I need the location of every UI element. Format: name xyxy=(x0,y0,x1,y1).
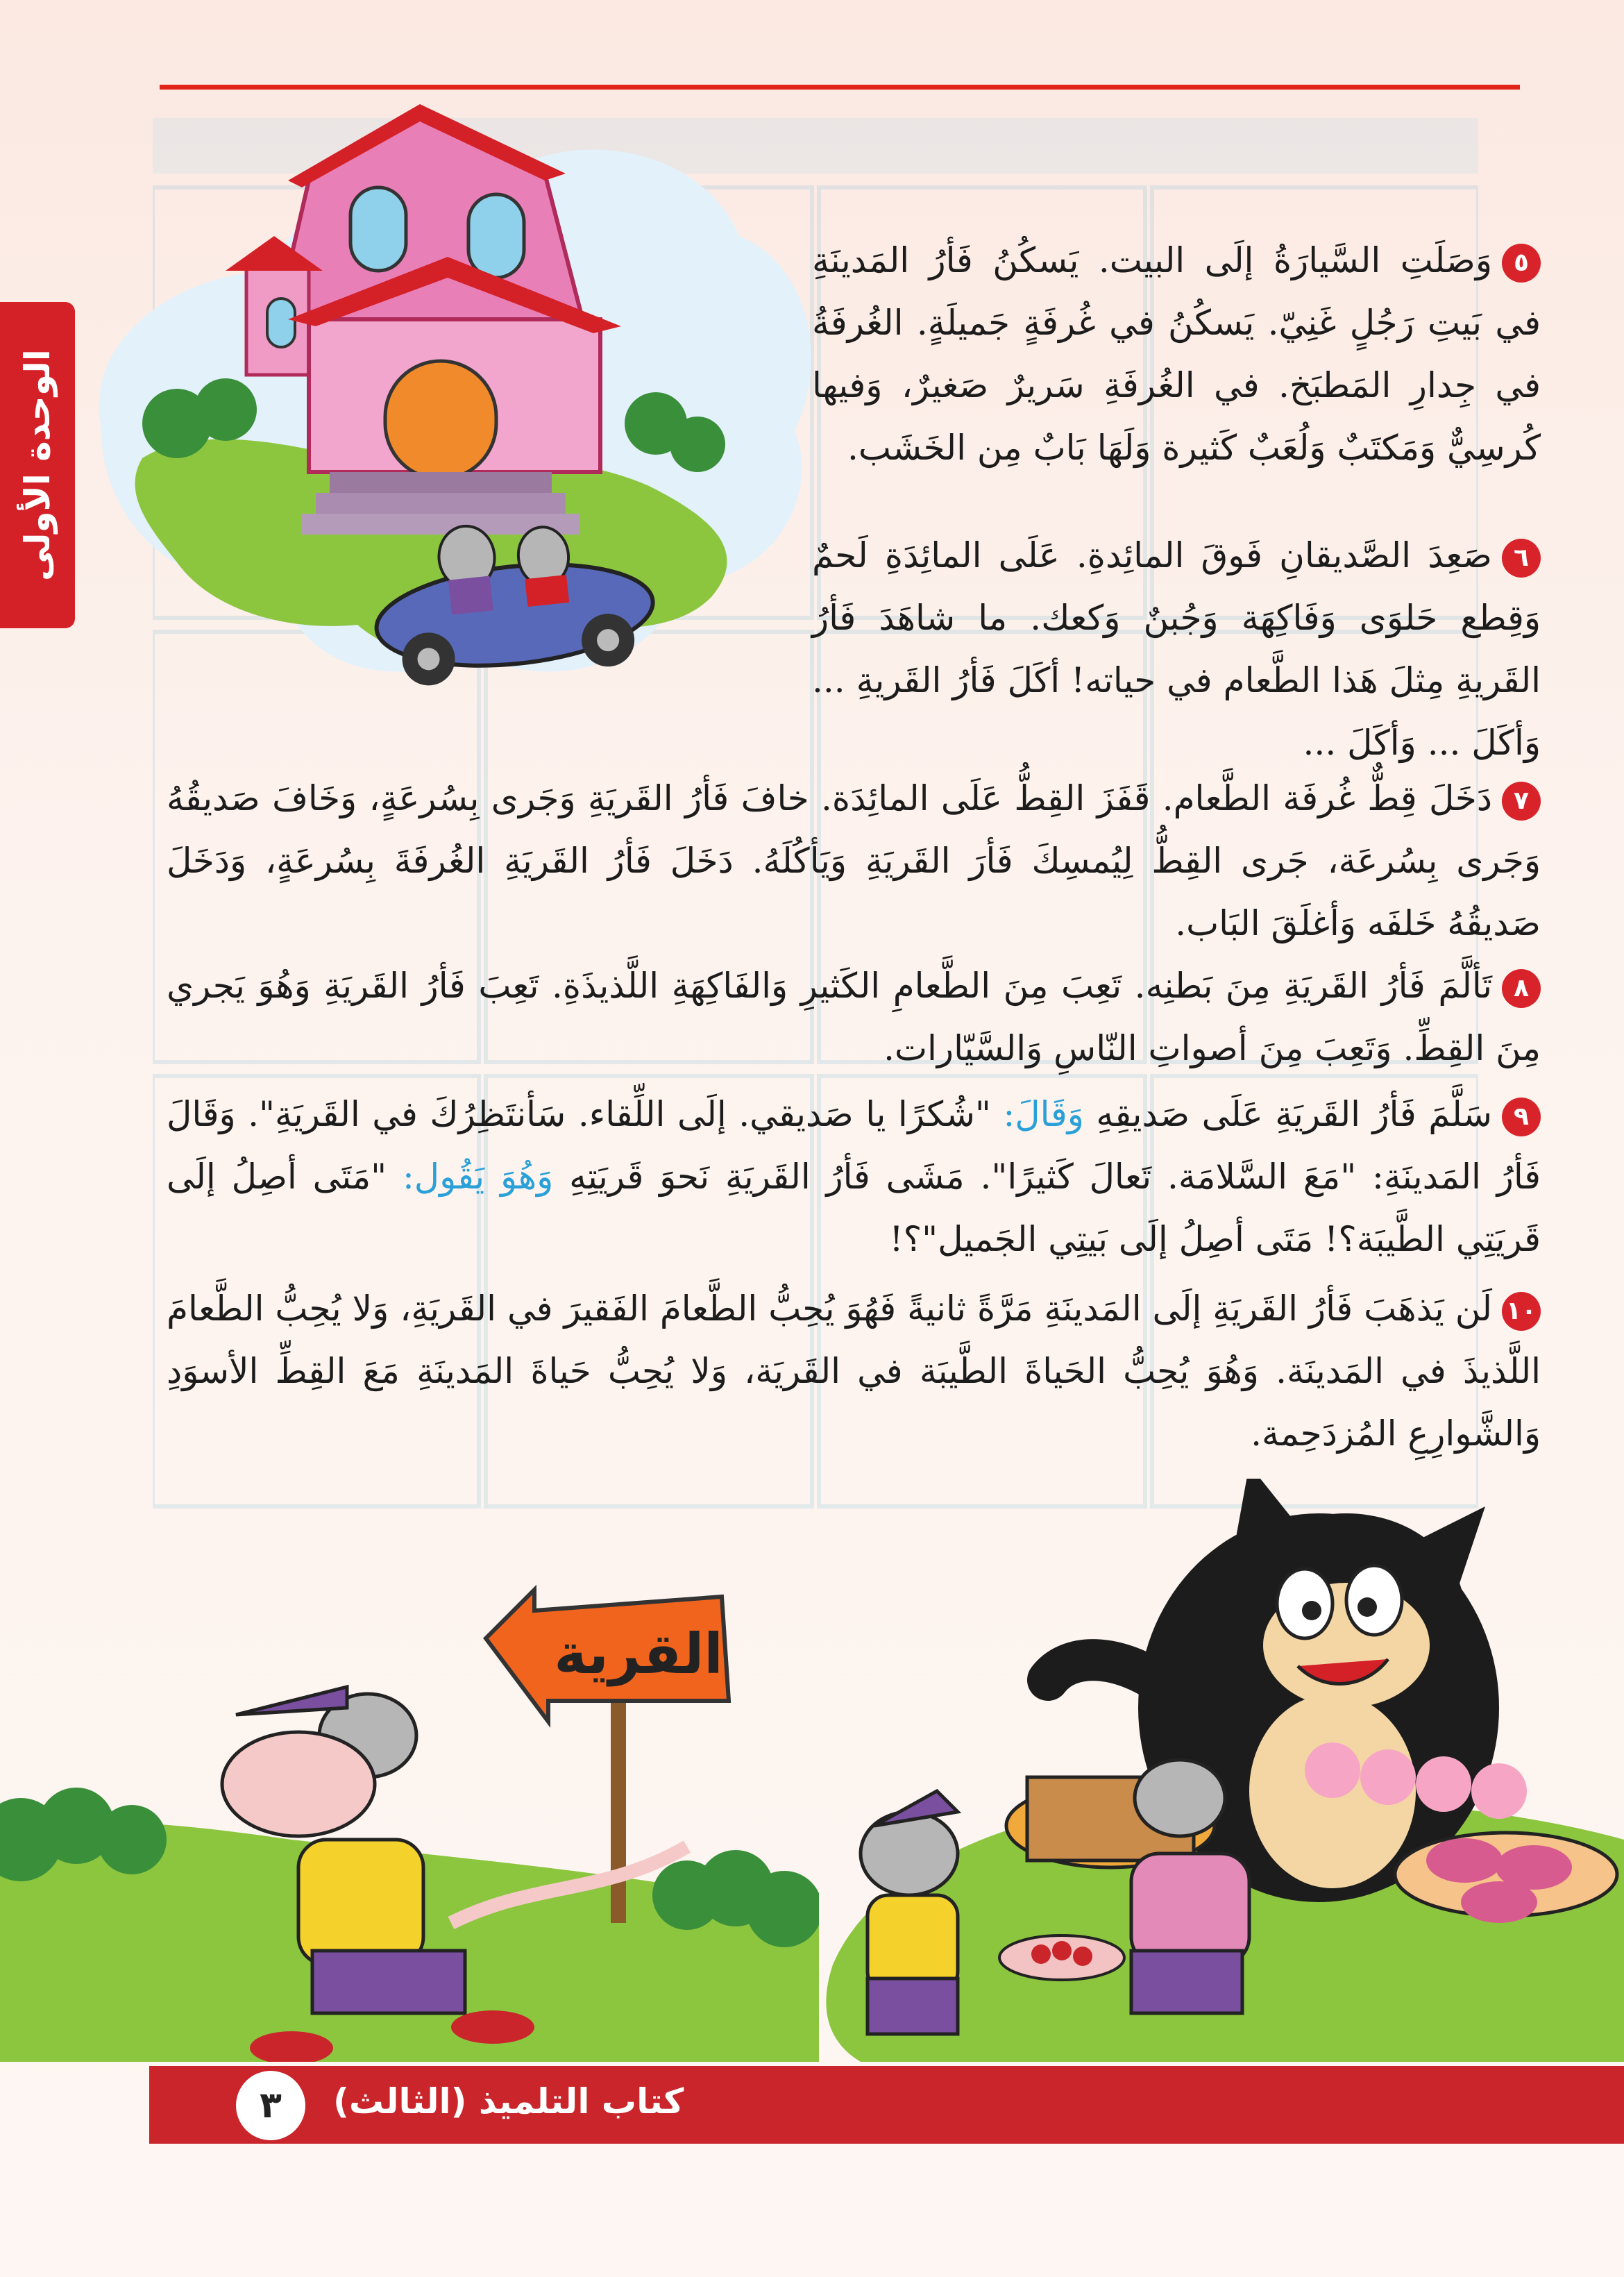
paragraph-7 xyxy=(167,767,1541,955)
paragraph-9 xyxy=(167,1083,1541,1270)
paragraph-8 xyxy=(167,955,1541,1079)
paragraph-text: وَصَلَتِ السَّيارَةُ إلَى البيت. يَسكُنُ فَأرُ المَدينَةِ في بَيتِ رَجُلٍ غَنِيّ. يَسكُنُ في غُرفَةٍ جَميلَةٍ. الغُرفَةُ في جِدارِ المَطبَخ. في الغُرفَةِ سَريرٌ صَغيرٌ، وَفيها كُرسِيٌّ وَمَكتَبٌ وَلُعَبٌ كَثيرة وَلَهَا بَابٌ مِن الخَشَب. xyxy=(812,240,1541,468)
paragraph-text: دَخَلَ قِطٌّ غُرفَة الطَّعام. قَفَزَ القِطُّ عَلَى المائِدَة. خافَ فَأرُ القَريَةِ وَجَرى بِسُرعَةٍ، وَخَافَ صَديقُهُ وَجَرى بِسُرعَة، جَرى القِطُّ لِيُمسِكَ فَأرَ القَريَةِ وَيَأكُلَهُ. دَخَلَ فَأرُ القَريَةِ الغُرفَةَ بِسُرعَةٍ، وَدَخَلَ صَديقُهُ خَلفَه وَأغلَقَ البَاب. xyxy=(167,778,1541,943)
top-rule xyxy=(160,85,1520,90)
page-number: ٣ xyxy=(236,2071,305,2140)
cat-and-mice-illustration xyxy=(819,1479,1624,2062)
paragraph-text-pre: سَلَّمَ فَأرُ القَريَةِ عَلَى صَديقِهِ xyxy=(1083,1094,1493,1134)
paragraph-text: تَألَّمَ فَأرُ القَريَةِ مِنَ بَطنِه. تَعِبَ مِنَ الطَّعامِ الكَثيرِ وَالفَاكِهَةِ اللَّذيذَةِ. تَعِبَ فَأرُ القَريَةِ وَهُوَ يَجري مِنَ القِطِّ. وَتَعِبَ مِنَ أصواتِ النّاسِ وَالسَّيّارات. xyxy=(167,966,1541,1068)
paragraph-number: ١٠ xyxy=(1502,1292,1541,1331)
paragraph-text: صَعِدَ الصَّديقانِ فَوقَ المائِدةِ. عَلَى المائِدَةِ لَحمٌ وَقِطع حَلوَى وَفَاكِهَة وَجُبنٌ وَكعك. ما شاهَدَ فَأرُ القَريةِ مِثلَ هَذا الطَّعام في حياته! أكَلَ فَأرُ القَريةِ ... وَأكَلَ ... وَأكَلَ ... xyxy=(812,535,1541,763)
paragraph-text-mid: "شُكرًا يا صَديقي. إلَى اللِّقاء. سَأنتَظِرُكَ في القَريَةِ". وَقَالَ فَأرُ المَدينَةِ: "مَعَ السَّلامَة. تَعالَ كَثيرًا". مَشَى فَأرُ القَريَةِ نَحوَ قَريَتِهِ xyxy=(167,1094,1541,1197)
paragraph-10 xyxy=(167,1277,1541,1465)
paragraph-number: ٦ xyxy=(1502,539,1541,578)
paragraph-number: ٧ xyxy=(1502,782,1541,821)
village-sign-text: القرية xyxy=(554,1622,723,1686)
said-word: وَقَالَ: xyxy=(1003,1094,1084,1134)
house-car-illustration xyxy=(59,97,829,708)
paragraph-text-post: "مَتَى أصِلُ إلَى قَريَتِي الطَّيبَة؟! مَتَى أصِلُ إلَى بَيتِي الجَميل"؟! xyxy=(167,1157,1541,1259)
paragraph-text: لَن يَذهَبَ فَأرُ القَريَةِ إلَى المَدينَةِ مَرَّةً ثانيةً فَهُوَ يُحِبُّ الطَّعامَ الفَقيرَ في القَريَةِ، وَلا يُحِبُّ الطَّعامَ اللَّذيذَ في المَدينَة. وَهُوَ يُحِبُّ الحَياةَ الطَّيبَة في القَريَة، وَلا يُحِبُّ حَياةَ المَدينَةِ مَعَ القِطِّ الأسوَدِ وَالشَّوارِعِ المُزدَحِمة. xyxy=(167,1288,1541,1454)
footer-title: كتاب التلميذ (الثالث) xyxy=(333,2081,684,2121)
saying-word: وَهُوَ يَقُول: xyxy=(402,1157,554,1197)
paragraph-5 xyxy=(812,229,1541,479)
paragraph-6 xyxy=(812,524,1541,774)
running-mouse-illustration xyxy=(0,1562,819,2062)
paragraph-number: ٩ xyxy=(1502,1098,1541,1136)
paragraph-number: ٨ xyxy=(1502,969,1541,1008)
paragraph-number: ٥ xyxy=(1502,244,1541,283)
unit-label: الوحدة الأولى xyxy=(17,349,58,581)
